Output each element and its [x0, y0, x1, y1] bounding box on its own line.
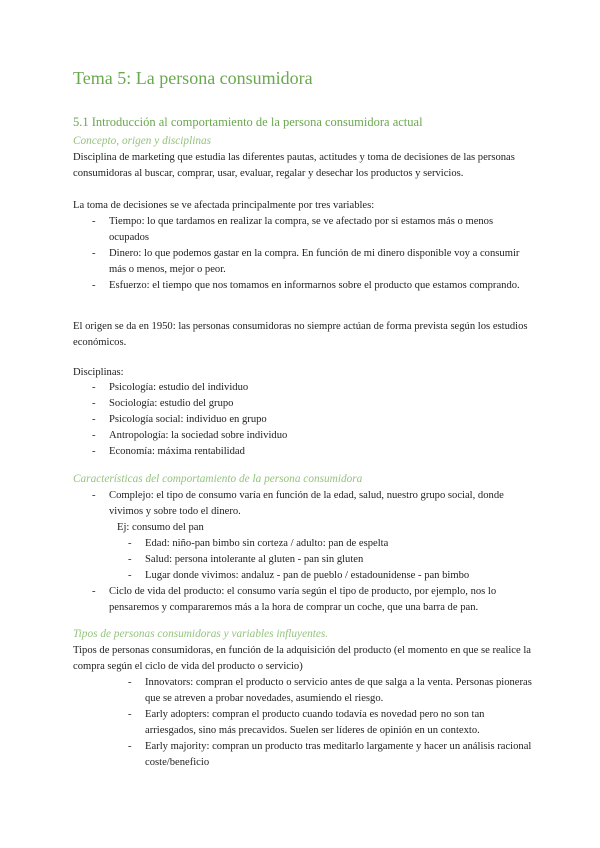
- list-item: - Lugar donde vivimos: andaluz - pan de pueblo / estadounidense - pan bimbo: [73, 568, 533, 584]
- characteristics-heading: Características del comportamiento de la persona consumidora: [73, 473, 363, 485]
- list-item: - Psicología social: individuo en grupo: [73, 412, 533, 428]
- list-item: - Salud: persona intolerante al gluten - pan sin gluten: [73, 552, 533, 568]
- list-item: - Ciclo de vida del producto: el consumo varía según el tipo de producto, por ejemplo, nos lo pensaremos y compararemos más a la hora de comprar un coche, que una barra de pan.: [73, 584, 533, 616]
- list-item: - Dinero: lo que podemos gastar en la compra. En función de mi dinero disponible voy a consumir más o menos, mejor o peor.: [73, 246, 533, 278]
- disciplines-list: [73, 380, 533, 460]
- disciplines-label: Disciplinas:: [73, 367, 124, 378]
- characteristics-list: [73, 488, 533, 536]
- origin-paragraph: El origen se da en 1950: las personas consumidoras no siempre actúan de forma prevista según los estudios económicos.: [73, 321, 528, 348]
- types-intro: Tipos de personas consumidoras, en función de la adquisición del producto (el momento en que se realice la compra según el ciclo de vida del producto o servicio): [73, 645, 531, 672]
- list-item: - Innovators: compran el producto o servicio antes de que salga a la venta. Personas pioneras que se atreven a probar novedades, asumiendo el riesgo.: [73, 675, 533, 707]
- definition-paragraph: Disciplina de marketing que estudia las diferentes pautas, actitudes y toma de decisiones de las personas consumidoras al buscar, comprar, usar, evaluar, regalar y desechar los productos y servicios.: [73, 152, 515, 179]
- list-item: - Edad: niño-pan bimbo sin corteza / adulto: pan de espelta: [73, 536, 533, 552]
- lifecycle-list: [73, 584, 533, 616]
- list-item: - Psicología: estudio del individuo: [73, 380, 533, 396]
- list-item: - Esfuerzo: el tiempo que nos tomamos en informarnos sobre el producto que estamos comprando.: [73, 278, 533, 294]
- page-title: Tema 5: La persona consumidora: [73, 68, 313, 88]
- examples-list: [73, 536, 533, 584]
- list-item: - Early adopters: compran el producto cuando todavía es novedad pero no son tan arriesgados, sino más precavidos. Suelen ser líderes de opinión en un contexto.: [73, 707, 533, 739]
- list-item: - Tiempo: lo que tardamos en realizar la compra, se ve afectado por si estamos más o menos ocupados: [73, 214, 533, 246]
- list-item: - Antropología: la sociedad sobre individuo: [73, 428, 533, 444]
- list-item: - Early majority: compran un producto tras meditarlo largamente y hacer un análisis racional coste/beneficio: [73, 739, 533, 771]
- concept-heading: Concepto, origen y disciplinas: [73, 135, 212, 147]
- complex-text: Complejo: el tipo de consumo varía en función de la edad, salud, nuestro grupo social, donde vivimos y sobre todo el dinero.: [109, 490, 504, 517]
- section-heading: 5.1 Introducción al comportamiento de la persona consumidora actual: [73, 115, 423, 129]
- variables-list: [73, 214, 533, 294]
- types-heading: Tipos de personas consumidoras y variables influyentes.: [73, 628, 329, 640]
- types-list: [73, 675, 533, 771]
- example-label: Ej: consumo del pan: [117, 522, 204, 533]
- list-item: [73, 488, 533, 536]
- decision-intro: La toma de decisiones se ve afectada principalmente por tres variables:: [73, 200, 375, 211]
- list-item: - Sociología: estudio del grupo: [73, 396, 533, 412]
- list-item: - Economía: máxima rentabilidad: [73, 444, 533, 460]
